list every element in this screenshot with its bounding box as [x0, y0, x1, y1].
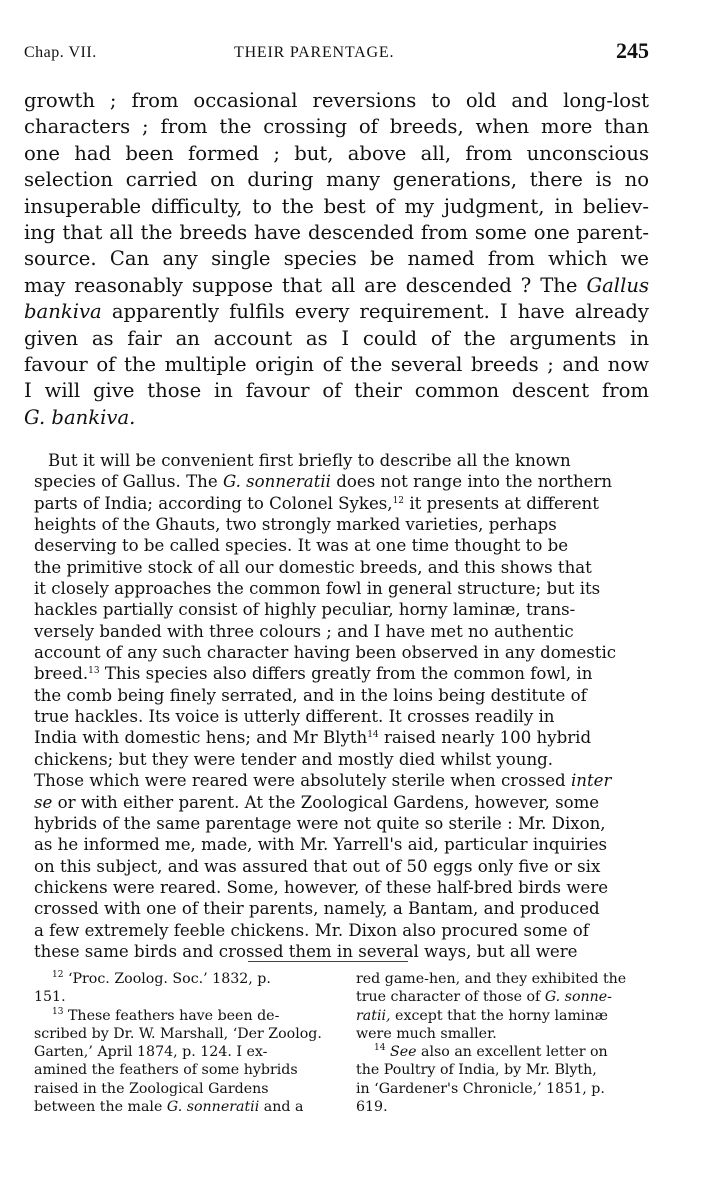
footnote-number: 14: [374, 1043, 386, 1054]
text-span: true character of those of: [356, 989, 541, 1006]
footnote-line: 619.: [356, 1099, 388, 1116]
footnote-number: 12: [52, 970, 64, 980]
text-span: This species also differs greatly from the common fowl, in: [104, 664, 593, 684]
text-line: characters ; from the crossing of breeds, when more than: [24, 115, 649, 139]
text-line: [24, 299, 649, 325]
footnote-line: [34, 970, 334, 988]
text-span: except that the horny laminæ: [395, 1007, 608, 1024]
text-line: one had been formed ; but, above all, from unconscious: [24, 141, 649, 165]
footnote-line: were much smaller.: [356, 1025, 497, 1042]
text-line: [34, 792, 656, 813]
text-line: [34, 770, 656, 791]
italic-term: bankiva: [24, 300, 102, 324]
text-line: hybrids of the same parentage were not quite so sterile : Mr. Dixon,: [34, 813, 606, 833]
text-line: as he informed me, made, with Mr. Yarrell's aid, particular inquiries: [34, 835, 608, 855]
text-line: chickens were reared. Some, however, of these half-bred birds were: [34, 877, 609, 897]
footnote-line: scribed by Dr. W. Marshall, ‘Der Zoolog.: [34, 1025, 322, 1042]
text-line: the comb being finely serrated, and in the loins being destitute of: [34, 685, 587, 705]
page-number: 245: [616, 38, 649, 63]
footnote-line: amined the feathers of some hybrids: [34, 1062, 298, 1079]
text-line: deserving to be called species. It was at one time thought to be: [34, 536, 569, 556]
footnote-line: [34, 1007, 334, 1025]
footnote-line: [34, 1098, 334, 1116]
italic-term: G. sonne-: [544, 989, 612, 1006]
text-line: a few extremely feeble chickens. Mr. Dixon also procured some of: [34, 920, 589, 940]
text-span: raised nearly 100 hybrid: [383, 728, 592, 748]
footnote-ref: 13: [88, 666, 100, 677]
italic-term: G. sonneratii: [222, 472, 331, 492]
text-line: [24, 273, 649, 299]
text-line: [34, 727, 656, 748]
text-span: breed.: [34, 664, 89, 684]
footnote-divider: [248, 961, 408, 962]
text-line: these same birds and crossed them in several ways, but all were: [34, 941, 578, 961]
italic-term: G. bankiva.: [24, 405, 136, 429]
body-paragraph: [34, 450, 656, 962]
footnote-line: 151.: [34, 989, 66, 1006]
text-span: does not range into the northern: [336, 472, 613, 492]
footnote-line: the Poultry of India, by Mr. Blyth,: [356, 1062, 597, 1079]
footnote-number: 13: [52, 1006, 64, 1017]
italic-term: See: [389, 1044, 417, 1061]
text-span: India with domestic hens; and Mr Blyth: [34, 728, 368, 748]
running-header: [24, 38, 649, 68]
text-line: it closely approaches the common fowl in general structure; but its: [34, 579, 601, 599]
italic-term: inter: [570, 771, 612, 791]
text-span: These feathers have been de-: [67, 1007, 280, 1024]
footnote-line: Garten,’ April 1874, p. 124. I ex-: [34, 1044, 268, 1061]
footnote-ref: 14: [367, 730, 379, 741]
text-line: ing that all the breeds have descended from some one parent-: [24, 221, 649, 245]
text-span: ‘Proc. Zoolog. Soc.’ 1832, p.: [67, 971, 271, 987]
footnote-line: raised in the Zoological Gardens: [34, 1080, 269, 1097]
running-title: THEIR PARENTAGE.: [234, 44, 395, 61]
text-span: apparently fulfils every requirement. I have already: [111, 300, 649, 324]
text-line: insuperable difficulty, to the best of my judgment, in believ-: [24, 194, 649, 218]
text-line: favour of the multiple origin of the several breeds ; and now: [24, 353, 649, 377]
italic-term: se: [34, 792, 53, 812]
text-span: Those which were reared were absolutely sterile when crossed: [34, 771, 566, 791]
text-line: given as fair an account as I could of the arguments in: [24, 326, 649, 350]
text-line: heights of the Ghauts, two strongly marked varieties, perhaps: [34, 515, 557, 535]
footnotes-left-column: [34, 970, 334, 1116]
text-line: growth ; from occasional reversions to old and long-lost: [24, 89, 649, 112]
footnote-line: [356, 1043, 656, 1061]
text-span: and a: [263, 1099, 304, 1116]
footnote-line: in ‘Gardener's Chronicle,’ 1851, p.: [356, 1080, 605, 1097]
text-line: crossed with one of their parents, namely, a Bantam, and produced: [34, 899, 600, 919]
text-line: I will give those in favour of their common descent from: [24, 379, 649, 403]
text-line: account of any such character having been observed in any domestic: [34, 643, 617, 663]
text-line: source. Can any single species be named from which we: [24, 247, 649, 271]
text-span: species of Gallus. The: [34, 472, 218, 492]
text-line: on this subject, and was assured that out of 50 eggs only five or six: [34, 856, 601, 876]
lead-paragraph: [24, 88, 649, 431]
text-span: also an excellent letter on: [421, 1044, 608, 1061]
italic-term: Gallus: [586, 273, 650, 297]
text-line: [34, 471, 656, 492]
text-line: selection carried on during many generations, there is no: [24, 168, 649, 192]
italic-term: G. sonneratii: [166, 1099, 260, 1116]
footnotes-right-column: [356, 970, 656, 1116]
text-span: or with either parent. At the Zoological Gardens, however, some: [57, 792, 600, 812]
text-line: [34, 663, 656, 684]
text-line: [34, 493, 656, 514]
footnote-line: [356, 988, 656, 1006]
text-span: it presents at different: [409, 493, 599, 513]
footnote-line: red game-hen, and they exhibited the: [356, 971, 627, 987]
text-line: hackles partially consist of highly peculiar, horny laminæ, trans-: [34, 600, 576, 620]
italic-term: ratii,: [356, 1007, 391, 1024]
footnote-line: [356, 1007, 656, 1025]
chapter-label: Chap. VII.: [24, 44, 97, 61]
text-line: versely banded with three colours ; and I have met no authentic: [34, 621, 574, 641]
text-line: the primitive stock of all our domestic breeds, and this shows that: [34, 557, 592, 577]
text-span: may reasonably suppose that all are descended ? The: [24, 273, 578, 297]
text-line: [24, 405, 649, 431]
text-line: chickens; but they were tender and mostly died whilst young.: [34, 749, 554, 769]
text-span: between the male: [34, 1099, 163, 1116]
footnote-ref: 12: [392, 495, 405, 506]
text-line: true hackles. Its voice is utterly different. It crosses readily in: [34, 707, 555, 727]
text-line: But it will be convenient first briefly to describe all the known: [48, 451, 571, 470]
text-span: parts of India; according to Colonel Sykes,: [34, 493, 393, 513]
